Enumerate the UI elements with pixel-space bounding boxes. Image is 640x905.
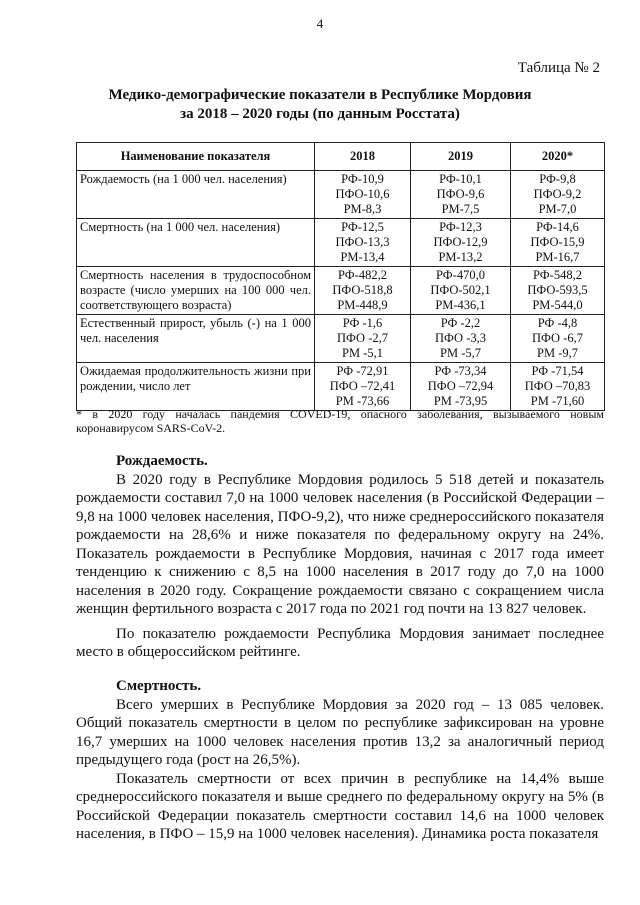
paragraph: По показателю рождаемости Республика Мордовия занимает последнее место в общероссийском рейтинге. — [76, 625, 604, 660]
value-pfo: ПФО-10,6 — [335, 187, 390, 201]
value-2019 — [411, 363, 511, 411]
value-rm: РМ-436,1 — [435, 298, 486, 312]
value-rm: РМ-13,2 — [438, 250, 483, 264]
indicator-name: Ожидаемая продолжительность жизни при рождении, число лет — [77, 363, 315, 411]
value-pfo: ПФО –72,41 — [329, 379, 396, 393]
indicator-name: Естественный прирост, убыль (-) на 1 000 чел. населения — [77, 315, 315, 363]
value-rm: РМ-448,9 — [337, 298, 388, 312]
value-2020 — [511, 315, 605, 363]
value-rm: РМ-544,0 — [532, 298, 583, 312]
value-rf: РФ -72,91 — [336, 364, 389, 378]
value-rm: РМ -73,95 — [433, 394, 488, 408]
section-heading: Смертность. — [116, 678, 202, 694]
value-2018 — [315, 171, 411, 219]
birth-rate-section — [76, 452, 604, 662]
value-rf: РФ-14,6 — [536, 220, 579, 234]
value-2018 — [315, 363, 411, 411]
indicators-table — [76, 142, 605, 411]
value-pfo: ПФО-593,5 — [527, 283, 588, 297]
value-pfo: ПФО-518,8 — [332, 283, 393, 297]
value-pfo: ПФО-9,2 — [533, 187, 582, 201]
table-label: Таблица № 2 — [517, 60, 600, 76]
value-rm: РМ -71,60 — [530, 394, 585, 408]
indicator-name: Смертность (на 1 000 чел. населения) — [77, 219, 315, 267]
value-2018 — [315, 267, 411, 315]
value-rm: РМ-13,4 — [340, 250, 385, 264]
indicator-name: Смертность населения в трудоспособном возрасте (число умерших на 100 000 чел. соответствующего возраста) — [77, 267, 315, 315]
indicator-name: Рождаемость (на 1 000 чел. населения) — [77, 171, 315, 219]
value-pfo: ПФО-15,9 — [530, 235, 585, 249]
paragraph: Всего умерших в Республике Мордовия за 2020 год – 13 085 человек. Общий показатель смертности в целом по республике зафиксирован на уровне 16,7 умерших на 1000 человек населения против 13,2 за аналогичный период предыдущего года (рост на 26,5%). — [76, 696, 604, 768]
paragraph: В 2020 году в Республике Мордовия родилось 5 518 детей и показатель рождаемости составил 7,0 на 1000 человек населения (в Российской Федерации –9,8 на 1000 человек населения, ПФО-9,2), что ниже среднероссийского показателя рождаемости на 28,6% и ниже показателя по федеральному округу на 24%. Показатель рождаемости в Республике Мордовия, начиная с 2017 года имеет тенденцию к снижению с 8,5 на 1000 населения в 2017 году до 7,0 на 1000 населения в 2020 году. Сокращение рождаемости связано с сокращением числа женщин фертильного возраста с 2017 года по 2021 год почти на 13 827 человек. — [76, 471, 604, 617]
value-pfo: ПФО -6,7 — [532, 331, 583, 345]
value-rf: РФ -4,8 — [537, 316, 578, 330]
value-pfo: ПФО -3,3 — [435, 331, 486, 345]
value-2020 — [511, 171, 605, 219]
mortality-section — [76, 677, 604, 844]
page-number: 4 — [316, 16, 324, 31]
page-title — [0, 86, 640, 124]
value-2018 — [315, 219, 411, 267]
title-line-1: Медико-демографические показатели в Республике Мордовия — [108, 87, 532, 103]
value-pfo: ПФО-13,3 — [335, 235, 390, 249]
table-row — [77, 219, 605, 267]
value-rf: РФ-470,0 — [436, 268, 485, 282]
value-rm: РМ -9,7 — [537, 346, 578, 360]
value-rm: РМ-16,7 — [535, 250, 580, 264]
value-rm: РМ -73,66 — [335, 394, 390, 408]
value-rm: РМ-7,5 — [441, 202, 480, 216]
value-2019 — [411, 315, 511, 363]
value-2020 — [511, 219, 605, 267]
table-row — [77, 267, 605, 315]
table-header-row — [77, 143, 605, 171]
title-line-2: за 2018 – 2020 годы (по данным Росстата) — [180, 106, 460, 122]
value-rm: РМ -5,7 — [440, 346, 481, 360]
header-indicator-name: Наименование показателя — [77, 143, 315, 171]
value-pfo: ПФО –70,83 — [524, 379, 591, 393]
value-2020 — [511, 267, 605, 315]
value-rf: РФ-9,8 — [539, 172, 576, 186]
value-rf: РФ-482,2 — [338, 268, 387, 282]
value-2018 — [315, 315, 411, 363]
value-2019 — [411, 171, 511, 219]
table-footnote: * в 2020 году началась пандемия COVED-19, опасного заболевания, вызываемого новым коронавирусом SARS-CoV-2. — [76, 407, 604, 435]
table-row — [77, 171, 605, 219]
table-row — [77, 363, 605, 411]
table-row — [77, 315, 605, 363]
value-rf: РФ -2,2 — [440, 316, 481, 330]
value-2020 — [511, 363, 605, 411]
value-2019 — [411, 219, 511, 267]
header-2019: 2019 — [411, 143, 511, 171]
value-rm: РМ-8,3 — [343, 202, 382, 216]
value-rm: РМ-7,0 — [538, 202, 577, 216]
value-rf: РФ -71,54 — [531, 364, 584, 378]
section-heading: Рождаемость. — [116, 453, 208, 469]
value-pfo: ПФО-12,9 — [433, 235, 488, 249]
header-2020: 2020* — [511, 143, 605, 171]
value-rf: РФ-12,5 — [341, 220, 384, 234]
value-rf: РФ-10,9 — [341, 172, 384, 186]
value-rf: РФ -1,6 — [342, 316, 383, 330]
value-2019 — [411, 267, 511, 315]
value-pfo: ПФО -2,7 — [337, 331, 388, 345]
value-rf: РФ -73,34 — [434, 364, 487, 378]
header-2018: 2018 — [315, 143, 411, 171]
value-rf: РФ-548,2 — [533, 268, 582, 282]
value-rf: РФ-12,3 — [439, 220, 482, 234]
value-rm: РМ -5,1 — [342, 346, 383, 360]
value-rf: РФ-10,1 — [439, 172, 482, 186]
value-pfo: ПФО –72,94 — [427, 379, 494, 393]
paragraph: Показатель смертности от всех причин в республике на 14,4% выше среднероссийского показателя и выше среднего по федеральному округу на 5% (в Российской Федерации показатель смертности составил 14,6 на 1000 человек населения, в ПФО – 15,9 на 1000 человек населения). Динамика роста показателя — [76, 770, 604, 842]
value-pfo: ПФО-9,6 — [436, 187, 485, 201]
value-pfo: ПФО-502,1 — [430, 283, 491, 297]
